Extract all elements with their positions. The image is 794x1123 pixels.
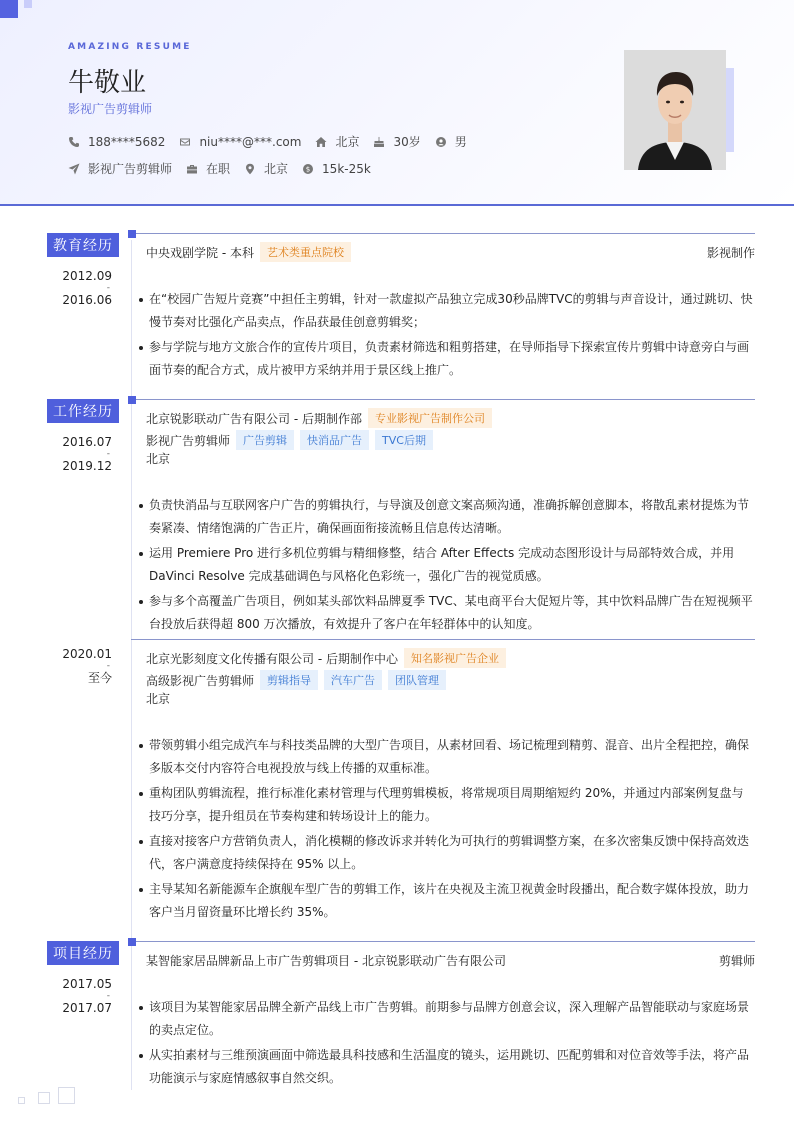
skill-tag: 剪辑指导 — [260, 670, 318, 690]
project-role: 剪辑师 — [718, 954, 755, 968]
list-item: 参与学院与地方文旅合作的宣传片项目，负责素材筛选和粗剪搭建，在导师指导下探索宣传片剪辑中诗意旁白与画面节奏的配合方式，成片被甲方采纳并用于景区线上推广。 — [136, 336, 754, 382]
person-icon — [435, 136, 447, 148]
job2-location: 北京 — [146, 692, 171, 706]
date-dash: - — [106, 661, 110, 671]
company-name: 北京锐影联动广告有限公司 - 后期制作部 — [146, 411, 362, 426]
section-label-project: 项目经历 — [47, 941, 119, 965]
edu-bullets — [136, 288, 754, 384]
section-label-education: 教育经历 — [47, 233, 119, 257]
section-divider — [136, 941, 755, 942]
candidate-name: 牛敬业 — [68, 68, 147, 98]
home-text: 北京 — [335, 135, 360, 149]
list-item: 运用 Premiere Pro 进行多机位剪辑与精细修整，结合 After Effects 完成动态图形设计与局部特效合成，并用 DaVinci Resolve 完成基础调色与风格化色彩统一，强化广告的视觉质感。 — [136, 542, 754, 588]
job2-position-row — [146, 670, 446, 690]
skill-tag: 汽车广告 — [324, 670, 382, 690]
status-text: 在职 — [206, 162, 231, 176]
footer-decoration — [18, 1097, 25, 1104]
list-item: 直接对接客户方营销负责人，消化模糊的修改诉求并转化为可执行的剪辑调整方案，在多次密集反馈中保持高效迭代，客户满意度持续保持在 95% 以上。 — [136, 830, 754, 876]
age-item — [373, 133, 420, 150]
resume-header — [0, 0, 794, 206]
job-item — [68, 160, 172, 177]
home-item — [315, 133, 359, 150]
money-icon — [302, 163, 314, 175]
section-marker — [128, 396, 136, 404]
section-divider — [136, 399, 755, 400]
phone-text: 188****5682 — [88, 134, 166, 149]
date-dash: - — [106, 991, 110, 1001]
date-dash: - — [106, 449, 110, 459]
salary-item — [302, 162, 371, 176]
job2-start-date: 2020.01 — [62, 647, 112, 661]
project-start-date: 2017.05 — [62, 977, 112, 991]
list-item: 该项目为某智能家居品牌全新产品线上市广告剪辑。前期参与品牌方创意会议，深入理解产品智能联动与家庭场景的卖点定位。 — [136, 996, 754, 1042]
section-divider — [136, 233, 755, 234]
project-name: 某智能家居品牌新品上市广告剪辑项目 - 北京锐影联动广告有限公司 — [146, 954, 506, 968]
brand-label: AMAZING RESUME — [68, 42, 192, 52]
email-text: niu****@***.com — [199, 134, 302, 149]
date-dash: - — [106, 283, 110, 293]
edu-major: 影视制作 — [706, 246, 755, 260]
edu-school-row — [146, 242, 351, 262]
project-end-date: 2017.07 — [62, 1001, 112, 1015]
candidate-title: 影视广告剪辑师 — [68, 102, 153, 116]
svg-text:$: $ — [305, 165, 311, 174]
avatar — [624, 50, 726, 170]
job-intent-row — [68, 160, 385, 177]
status-item — [186, 160, 230, 177]
corner-decoration-small — [24, 0, 32, 8]
footer-decoration — [58, 1087, 75, 1104]
job2-end-date: 至今 — [87, 671, 112, 685]
company-tag: 知名影视广告企业 — [404, 648, 506, 668]
salary-text: 15k-25k — [322, 161, 371, 176]
job-text: 影视广告剪辑师 — [88, 162, 173, 176]
phone-icon — [68, 136, 80, 148]
list-item: 在“校园广告短片竞赛”中担任主剪辑，针对一款虚拟产品独立完成30秒品牌TVC的剪辑与声音设计，通过跳切、快慢节奏对比强化产品卖点，作品获最佳创意剪辑奖； — [136, 288, 754, 334]
cake-icon — [373, 136, 385, 148]
section-marker — [128, 938, 136, 946]
school-tag: 艺术类重点院校 — [260, 242, 351, 262]
gender-text: 男 — [454, 135, 467, 149]
skill-tag: 团队管理 — [388, 670, 446, 690]
list-item: 带领剪辑小组完成汽车与科技类品牌的大型广告项目，从素材回看、场记梳理到精剪、混音、出片全程把控，确保多版本交付内容符合电视投放与线上传播的双重标准。 — [136, 734, 754, 780]
position-name: 影视广告剪辑师 — [146, 433, 231, 448]
list-item: 参与多个高覆盖广告项目，例如某头部饮料品牌夏季 TVC、某电商平台大促短片等，其中饮料品牌广告在短视频平台投放后获得超 800 万次播放，有效提升了客户在年轻群体中的认知度。 — [136, 590, 754, 636]
briefcase-icon — [186, 163, 198, 175]
company-tag: 专业影视广告制作公司 — [368, 408, 492, 428]
city-item — [244, 160, 288, 177]
phone-item — [68, 135, 165, 149]
job1-position-row — [146, 430, 433, 450]
position-name: 高级影视广告剪辑师 — [146, 673, 255, 688]
email-icon — [179, 136, 191, 148]
list-item: 重构团队剪辑流程，推行标准化素材管理与代理剪辑模板，将常规项目周期缩短约 20%，并通过内部案例复盘与技巧分享，提升组员在节奏构建和转场设计上的能力。 — [136, 782, 754, 828]
list-item: 从实拍素材与三维预演画面中筛选最具科技感和生活温度的镜头，运用跳切、匹配剪辑和对位音效等手法，将产品功能演示与家庭情感叙事自然交织。 — [136, 1044, 754, 1090]
location-pin-icon — [244, 163, 256, 175]
list-item: 负责快消品与互联网客户广告的剪辑执行，与导演及创意文案高频沟通，准确拆解创意脚本，将散乱素材提炼为节奏紧凑、情绪饱满的广告正片，确保画面衔接流畅且信息传达清晰。 — [136, 494, 754, 540]
job1-end-date: 2019.12 — [62, 459, 112, 473]
job1-location: 北京 — [146, 452, 171, 466]
footer-decoration — [38, 1092, 50, 1104]
email-item — [179, 135, 301, 149]
edu-end-date: 2016.06 — [62, 293, 112, 307]
section-label-work: 工作经历 — [47, 399, 119, 423]
school-name: 中央戏剧学院 - 本科 — [146, 245, 254, 260]
job-divider — [131, 639, 755, 640]
age-text: 30岁 — [393, 135, 421, 149]
project-bullets — [136, 996, 754, 1092]
list-item: 主导某知名新能源车企旗舰车型广告的剪辑工作，该片在央视及主流卫视黄金时段播出，配合数字媒体投放，助力客户当月留资量环比增长约 35%。 — [136, 878, 754, 924]
skill-tag: 广告剪辑 — [236, 430, 294, 450]
home-icon — [315, 136, 327, 148]
corner-decoration — [0, 0, 18, 18]
skill-tag: TVC后期 — [375, 430, 433, 450]
timeline-line — [131, 240, 132, 1090]
city-text: 北京 — [264, 162, 289, 176]
skill-tag: 快消品广告 — [300, 430, 369, 450]
edu-start-date: 2012.09 — [62, 269, 112, 283]
avatar-illustration — [624, 50, 726, 170]
job2-company-row — [146, 648, 506, 668]
job2-bullets — [136, 734, 754, 926]
section-marker — [128, 230, 136, 238]
company-name: 北京光影刻度文化传播有限公司 - 后期制作中心 — [146, 651, 398, 666]
job1-start-date: 2016.07 — [62, 435, 112, 449]
gender-item — [435, 133, 467, 150]
contact-row — [68, 133, 481, 150]
job1-company-row — [146, 408, 492, 428]
send-icon — [68, 163, 80, 175]
profile-photo — [624, 50, 726, 170]
project-name-row — [146, 952, 506, 969]
job1-bullets — [136, 494, 754, 638]
